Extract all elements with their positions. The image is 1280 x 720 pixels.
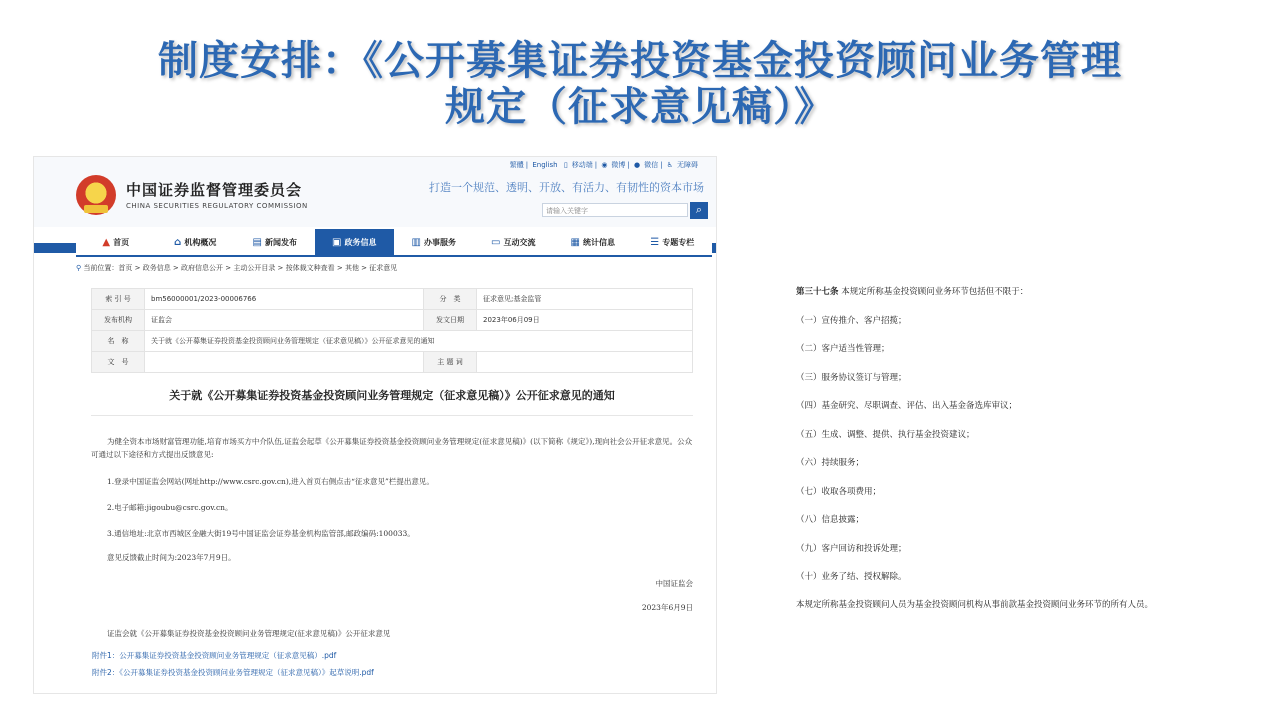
table-row <box>92 310 693 331</box>
chat-icon: ▭ <box>491 236 501 248</box>
nav-about[interactable] <box>156 229 236 255</box>
slide-title <box>40 38 1240 130</box>
site-slogan: 打造一个规范、透明、开放、有活力、有韧性的资本市场 <box>429 181 704 194</box>
article-item: （八）信息披露； <box>796 515 865 525</box>
nav-services[interactable] <box>394 229 474 255</box>
article-item: （三）服务协议签订与管理； <box>796 373 907 383</box>
notice-deadline: 意见反馈截止时间为:2023年7月9日。 <box>107 553 236 562</box>
link-wechat[interactable]: 微信 <box>644 161 659 169</box>
name-value: 关于就《公开募集证券投资基金投资顾问业务管理规定（征求意见稿）》公开征求意见的通知 <box>145 331 693 352</box>
news-icon: ▤ <box>252 236 262 248</box>
article-footer: 本规定所称基金投资顾问人员为基金投资顾问机构从事前款基金投资顾问业务环节的所有人员。 <box>796 600 1154 610</box>
breadcrumb <box>76 263 397 273</box>
subject-label: 主 题 词 <box>424 352 477 373</box>
table-row <box>92 331 693 352</box>
national-emblem-icon <box>76 175 116 215</box>
category-value: 征求意见;基金监管 <box>477 289 693 310</box>
date-value: 2023年06月09日 <box>477 310 693 331</box>
article-item: （九）客户回访和投诉处理； <box>796 544 907 554</box>
article-number: 第三十七条 <box>796 287 839 297</box>
nav-topics[interactable] <box>633 229 713 255</box>
docno-value <box>145 352 424 373</box>
link-english[interactable]: English <box>532 161 558 169</box>
mobile-icon: ▯ <box>563 161 568 169</box>
category-label: 分 类 <box>424 289 477 310</box>
document-meta-table <box>91 288 693 373</box>
nav-services-label: 办事服务 <box>423 237 456 247</box>
main-nav <box>76 229 712 257</box>
weibo-icon: ◉ <box>601 161 608 169</box>
issuer-label: 发布机构 <box>92 310 145 331</box>
table-row <box>92 289 693 310</box>
breadcrumb-text[interactable]: 当前位置：首页 > 政务信息 > 政府信息公开 > 主动公开目录 > 按体裁文种查看 > 其他 > 征求意见 <box>83 264 398 272</box>
link-weibo[interactable]: 微博 <box>611 161 626 169</box>
nav-interaction-label: 互动交流 <box>503 237 536 247</box>
notice-signature: 中国证监会 <box>655 579 693 588</box>
nav-band-left <box>34 243 76 253</box>
link-mobile[interactable]: 移动端 <box>571 161 593 169</box>
monitor-icon: ▣ <box>332 236 342 248</box>
search-button[interactable] <box>690 202 708 219</box>
index-value: bm56000001/2023-00006766 <box>145 289 424 310</box>
slide-title-line1: 制度安排：《公开募集证券投资基金投资顾问业务管理 <box>158 38 1122 84</box>
article-item: （五）生成、调整、提供、执行基金投资建议； <box>796 430 975 440</box>
name-label: 名 称 <box>92 331 145 352</box>
notice-sign-date: 2023年6月9日 <box>641 603 693 612</box>
index-label: 索 引 号 <box>92 289 145 310</box>
subject-value <box>477 352 693 373</box>
nav-statistics[interactable] <box>553 229 633 255</box>
notice-item2: 2.电子邮箱:jigoubu@csrc.gov.cn。 <box>107 503 233 512</box>
bar-chart-icon: ▦ <box>570 236 580 248</box>
nav-gov-info-label: 政务信息 <box>344 237 377 247</box>
issuer-value: 证监会 <box>145 310 424 331</box>
nav-news-label: 新闻发布 <box>264 237 297 247</box>
nav-interaction[interactable] <box>474 229 554 255</box>
notice-item3: 3.通信地址:北京市西城区金融大街19号中国证监会证券基金机构监管部,邮政编码:100033。 <box>107 529 415 538</box>
docno-label: 文 号 <box>92 352 145 373</box>
document-icon: ▥ <box>411 236 421 248</box>
notice-closing: 证监会就《公开募集证券投资基金投资顾问业务管理规定(征求意见稿)》公开征求意见 <box>107 629 391 638</box>
slide-title-line2: 规定（征求意见稿）》 <box>445 84 835 130</box>
article-heading-text: 本规定所称基金投资顾问业务环节包括但不限于： <box>838 287 1029 297</box>
link-accessibility[interactable]: 无障碍 <box>677 161 698 169</box>
attachment2-link[interactable]: 附件2：《公开募集证券投资基金投资顾问业务管理规定（征求意见稿）》起草说明.pdf <box>92 668 374 677</box>
article-item: （一）宣传推介、客户招揽； <box>796 316 907 326</box>
wechat-icon: ● <box>634 161 641 169</box>
nav-news[interactable] <box>235 229 315 255</box>
article-item: （六）持续服务； <box>796 458 865 468</box>
attachment1-link[interactable]: 附件1：公开募集证券投资基金投资顾问业务管理规定（征求意见稿）.pdf <box>92 651 337 660</box>
search-icon: ⌕ <box>695 203 703 216</box>
org-name: 中国证券监督管理委员会 <box>126 181 303 199</box>
article-item: （十）业务了结、授权解除。 <box>796 572 907 582</box>
search-input[interactable]: 请输入关键字 <box>542 203 688 217</box>
nav-gov-info[interactable] <box>315 229 395 255</box>
article-heading <box>796 285 1028 297</box>
home-icon: ▲ <box>102 236 111 248</box>
list-icon: ☰ <box>650 236 660 248</box>
notice-item1: 1.登录中国证监会网站(网址http://www.csrc.gov.cn),进入首页右侧点击“征求意见”栏提出意见。 <box>107 477 434 486</box>
top-links: 繁體 | English ▯ 移动端 | ◉ 微博 | ● 微信 | ♿ 无障碍 <box>509 161 698 169</box>
link-traditional[interactable]: 繁體 <box>509 161 524 169</box>
notice-title: 关于就《公开募集证券投资基金投资顾问业务管理规定（征求意见稿）》公开征求意见的通知 <box>169 389 615 402</box>
table-row <box>92 352 693 373</box>
nav-band-right <box>712 243 716 253</box>
nav-topics-label: 专题专栏 <box>662 237 695 247</box>
nav-about-label: 机构概况 <box>184 237 217 247</box>
accessibility-icon: ♿ <box>666 161 673 169</box>
nav-home-label: 首页 <box>113 237 130 247</box>
org-name-en: CHINA SECURITIES REGULATORY COMMISSION <box>126 202 308 210</box>
article-item: （七）收取各项费用； <box>796 487 882 497</box>
building-icon: ⌂ <box>174 236 182 248</box>
date-label: 发文日期 <box>424 310 477 331</box>
nav-statistics-label: 统计信息 <box>582 237 615 247</box>
site-header <box>34 157 716 227</box>
divider <box>91 415 693 416</box>
article-item: （二）客户适当性管理； <box>796 344 890 354</box>
nav-home[interactable] <box>76 229 156 255</box>
notice-intro: 为健全资本市场财富管理功能,培育市场买方中介队伍,证监会起草《公开募集证券投资基金投资顾问业务管理规定(征求意见稿)》(以下简称《规定》),现向社会公开征求意见。公众可通过以下途径和方式提出反馈意见: <box>91 437 693 459</box>
article-item: （四）基金研究、尽职调查、评估、出入基金备选库审议； <box>796 401 1018 411</box>
csrc-webpage-screenshot <box>34 157 716 693</box>
location-icon: ⚲ <box>76 264 82 272</box>
